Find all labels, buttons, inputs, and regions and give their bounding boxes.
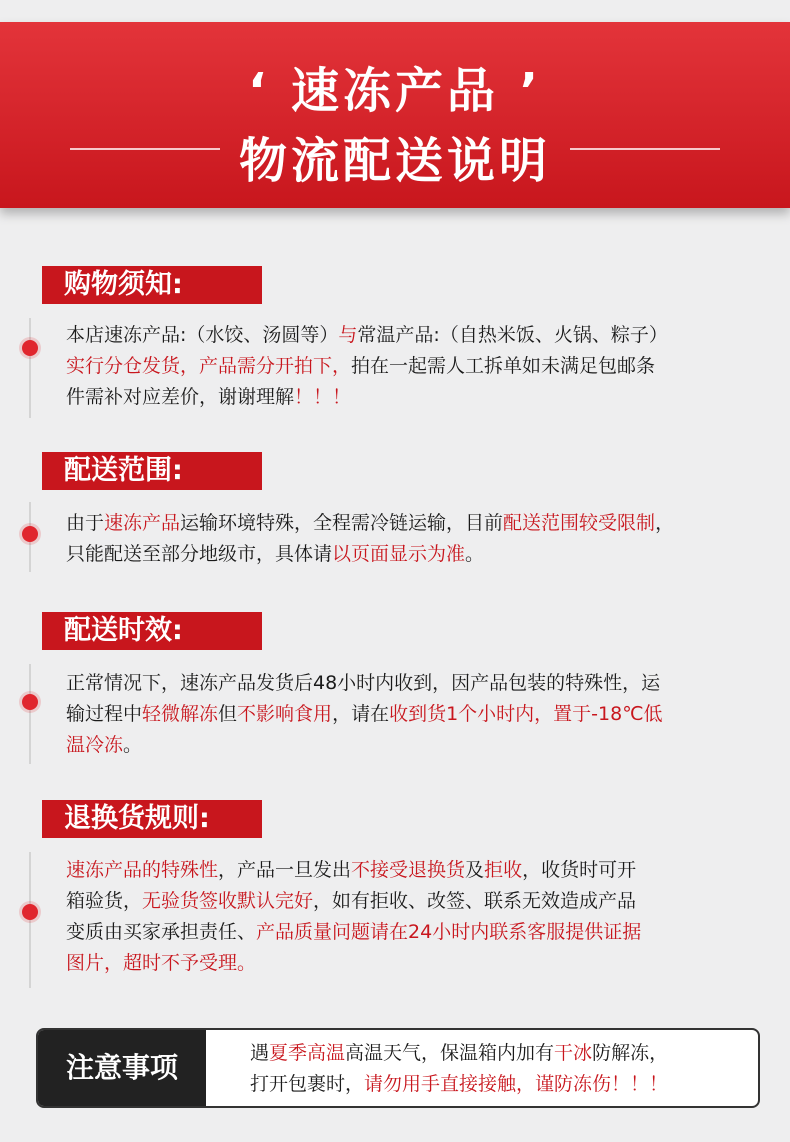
banner-title-line1: ‘ 速冻产品 ’: [248, 63, 542, 119]
highlight-text: 轻微解冻: [142, 703, 219, 725]
section-heading-shopping-notice: 购物须知:: [42, 266, 262, 304]
text-line: [250, 1038, 750, 1069]
text-line: [66, 320, 766, 351]
bullet-dot-icon: [22, 694, 38, 710]
highlight-text: 请勿用手直接接触，谨防冻伤！！！: [364, 1073, 669, 1095]
highlight-text: 实行分仓发货，产品需分开拍下，: [66, 355, 352, 377]
text-line: [66, 668, 766, 699]
text-line: [66, 948, 766, 979]
timeline-line: [29, 664, 31, 764]
body-text: 常温产品:（自热米饭、火锅、粽子）: [357, 324, 668, 346]
header-banner: [0, 22, 790, 208]
section-text-delivery-time: [66, 668, 766, 761]
bullet-dot-icon: [22, 340, 38, 356]
body-text: 本店速冻产品:（水饺、汤圆等）: [66, 324, 339, 346]
highlight-text: 夏季高温: [269, 1042, 346, 1064]
highlight-text: 速冻产品: [104, 512, 181, 534]
body-text: 高温天气，保温箱内加有: [345, 1042, 555, 1064]
body-text: 遇: [250, 1042, 270, 1064]
section-text-return-rules: [66, 855, 766, 979]
highlight-text: 不接受退换货: [351, 859, 466, 881]
body-text: 输过程中: [66, 703, 143, 725]
highlight-text: 温冷冻: [66, 734, 124, 756]
body-text: 由于: [66, 512, 105, 534]
notice-box: [36, 1028, 760, 1108]
body-text: 拍在一起需人工拆单如未满足包邮条: [351, 355, 656, 377]
body-text: 防解冻，: [592, 1042, 669, 1064]
text-line: [66, 855, 766, 886]
section-heading-delivery-time: 配送时效:: [42, 612, 262, 650]
highlight-text: 配送范围较受限制: [503, 512, 656, 534]
banner-divider-right: [570, 148, 720, 150]
highlight-text: 不影响食用: [237, 703, 333, 725]
body-text: ，: [655, 512, 675, 534]
body-text: 但: [218, 703, 238, 725]
text-line: [66, 730, 766, 761]
body-text: 只能配送至部分地级市，具体请: [66, 543, 333, 565]
bullet-dot-icon: [22, 904, 38, 920]
timeline-line: [29, 318, 31, 418]
text-line: [66, 539, 766, 570]
highlight-text: 以页面显示为准: [332, 543, 466, 565]
highlight-text: 拒收: [484, 859, 523, 881]
body-text: 运输环境特殊，全程需冷链运输，目前: [180, 512, 504, 534]
text-line: [66, 382, 766, 413]
body-text: 正常情况下，速冻产品发货后48小时内收到，因产品包装的特殊性，运: [66, 672, 661, 694]
section-heading-return-rules: 退换货规则:: [42, 800, 262, 838]
body-text: ，如有拒收、改签、联系无效造成产品: [313, 890, 637, 912]
section-heading-delivery-range: 配送范围:: [42, 452, 262, 490]
highlight-text: 图片，超时不予受理。: [66, 952, 257, 974]
text-line: [66, 886, 766, 917]
text-line: [66, 351, 766, 382]
notice-text: [250, 1038, 750, 1100]
body-text: 件需补对应差价，谢谢理解: [66, 386, 295, 408]
highlight-text: 速冻产品的特殊性: [66, 859, 219, 881]
body-text: 。: [465, 543, 485, 565]
highlight-text: ！！！: [294, 386, 352, 408]
text-line: [66, 699, 766, 730]
section-text-shopping-notice: [66, 320, 766, 413]
body-text: ，请在: [332, 703, 390, 725]
body-text: ，产品一旦发出: [218, 859, 352, 881]
highlight-text: 产品质量问题请在24小时内联系客服提供证据: [256, 921, 642, 943]
highlight-text: 干冰: [554, 1042, 593, 1064]
bullet-dot-icon: [22, 526, 38, 542]
section-text-delivery-range: [66, 508, 766, 570]
text-line: [66, 917, 766, 948]
highlight-text: 与: [338, 324, 358, 346]
highlight-text: 收到货1个小时内，置于-18℃低: [389, 703, 663, 725]
text-line: [250, 1069, 750, 1100]
notice-label: 注意事项: [38, 1030, 206, 1106]
highlight-text: 无验货签收默认完好: [142, 890, 314, 912]
body-text: ，收货时可开: [522, 859, 637, 881]
body-text: 变质由买家承担责任、: [66, 921, 257, 943]
timeline-line: [29, 852, 31, 988]
body-text: 及: [465, 859, 485, 881]
text-line: [66, 508, 766, 539]
body-text: 箱验货，: [66, 890, 143, 912]
body-text: 。: [123, 734, 143, 756]
body-text: 打开包裹时，: [250, 1073, 365, 1095]
banner-title-line2: 物流配送说明: [238, 133, 551, 189]
